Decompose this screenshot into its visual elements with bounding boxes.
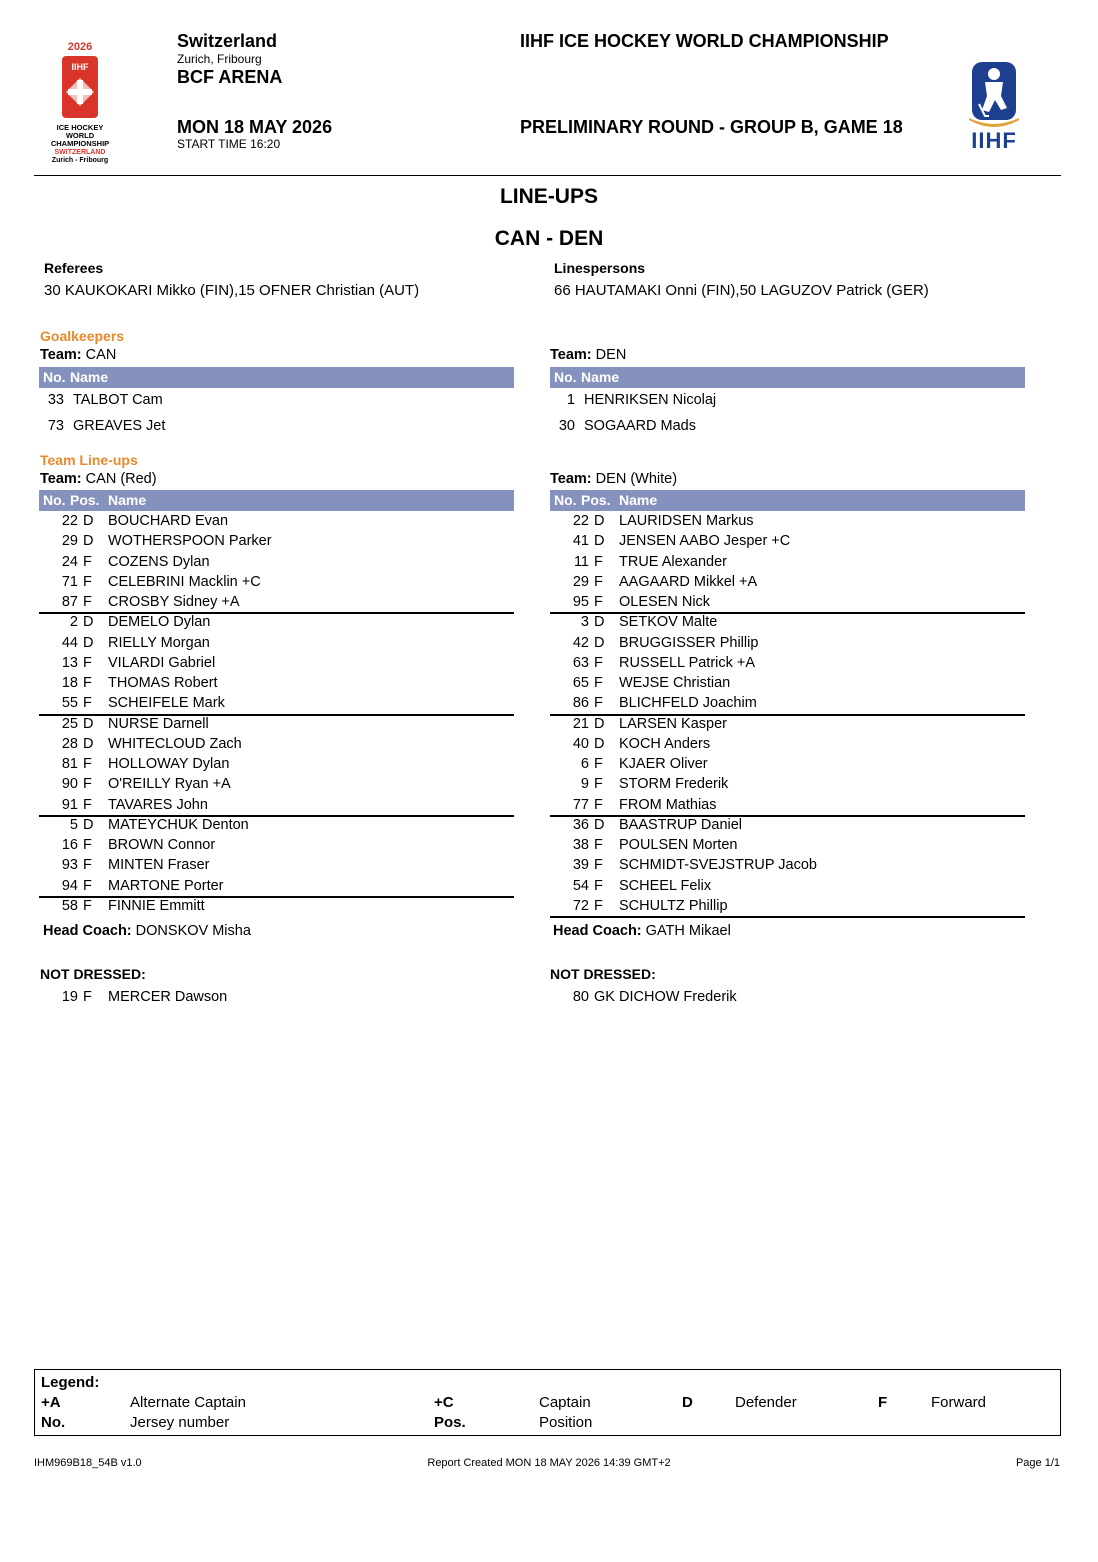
player-row (549, 754, 1019, 774)
player-row (549, 815, 1019, 835)
referees: 30 KAUKOKARI Mikko (FIN),15 OFNER Christian (AUT) (44, 282, 420, 299)
player-name: MARTONE Porter (108, 877, 224, 894)
jersey-number: 86 (572, 695, 589, 712)
goalkeeper-row (549, 416, 1019, 436)
lineup-table-header-right (550, 490, 1025, 511)
logo-line1: ICE HOCKEY (56, 123, 104, 132)
logo-year: 2026 (67, 41, 93, 53)
iihf-logo-text: IIHF (971, 128, 1017, 152)
col-pos: Pos. (581, 492, 611, 508)
legend-value: Captain (539, 1394, 591, 1411)
col-name: Name (70, 369, 109, 385)
player-name: RUSSELL Patrick +A (619, 654, 756, 671)
player-name: TAVARES John (108, 796, 208, 813)
player-name: CELEBRINI Macklin +C (108, 573, 261, 590)
gk-team-left (40, 347, 116, 363)
player-row (549, 673, 1019, 693)
game-date: MON 18 MAY 2026 (177, 117, 333, 137)
player-row (38, 552, 508, 572)
legend-value: Position (539, 1414, 593, 1431)
player-position: D (83, 513, 94, 529)
not-dressed-row (38, 987, 508, 1007)
legend-key: D (682, 1394, 693, 1411)
player-row (38, 592, 508, 612)
head-coach-label: Head Coach: (43, 923, 132, 939)
player-name: KOCH Anders (619, 735, 711, 752)
player-row (38, 673, 508, 693)
player-row (38, 754, 508, 774)
player-row (549, 876, 1019, 896)
player-name: JENSEN AABO Jesper +C (619, 533, 791, 550)
city: Zurich, Fribourg (177, 52, 262, 66)
player-row (38, 774, 508, 794)
player-position: F (594, 756, 603, 772)
player-position: D (83, 816, 94, 833)
col-no: No. (43, 492, 66, 508)
player-position: F (594, 594, 603, 610)
jersey-number: 18 (61, 675, 78, 691)
player-name: SCHULTZ Phillip (619, 897, 728, 914)
jersey-number: 41 (572, 533, 589, 550)
player-position: F (83, 695, 92, 712)
player-name: RIELLY Morgan (108, 634, 210, 651)
jersey-number: 25 (61, 715, 78, 732)
team-label: Team: (550, 347, 592, 363)
col-no: No. (43, 369, 66, 385)
player-name: CROSBY Sidney +A (108, 594, 240, 610)
player-name: NURSE Darnell (108, 715, 209, 732)
player-name: MERCER Dawson (108, 989, 228, 1005)
jersey-number: 5 (69, 816, 78, 833)
player-position: F (594, 877, 603, 894)
linespersons: 66 HAUTAMAKI Onni (FIN),50 LAGUZOV Patrick (GER) (554, 282, 929, 299)
jersey-number: 3 (580, 614, 589, 631)
team-name: DEN (595, 347, 627, 363)
not-dressed-label: NOT DRESSED: (40, 966, 146, 982)
jersey-number: 2 (69, 614, 78, 631)
player-row (549, 693, 1019, 713)
player-position: F (594, 776, 603, 793)
logo-line2: WORLD (65, 131, 95, 140)
arena: BCF ARENA (177, 67, 283, 87)
player-position: D (594, 614, 605, 631)
player-row (38, 612, 508, 632)
player-row (549, 592, 1019, 612)
jersey-number: 40 (572, 735, 589, 752)
head-coach-label: Head Coach: (553, 923, 642, 939)
player-name: LAURIDSEN Markus (619, 513, 754, 529)
page-number: Page 1/1 (1015, 1457, 1060, 1469)
player-name: THOMAS Robert (108, 675, 218, 691)
jersey-number: 30 (558, 418, 575, 434)
lineup-team-left (40, 471, 157, 487)
jersey-number: 58 (61, 897, 78, 914)
col-pos: Pos. (70, 492, 100, 508)
player-row (549, 531, 1019, 551)
jersey-number: 39 (572, 857, 589, 874)
legend-key: Pos. (434, 1414, 466, 1431)
player-position: D (83, 715, 94, 732)
player-position: F (83, 573, 92, 590)
match-title: CAN - DEN (494, 227, 604, 250)
player-name: O'REILLY Ryan +A (108, 776, 231, 793)
player-name: WEJSE Christian (619, 675, 731, 691)
legend-key: F (878, 1394, 888, 1411)
player-position: F (594, 796, 603, 813)
player-row (549, 795, 1019, 815)
player-name: SCHEEL Felix (619, 877, 712, 894)
player-position: F (83, 654, 92, 671)
team-name: DEN (White) (595, 471, 678, 487)
player-position: D (594, 735, 605, 752)
linespersons-label: Linespersons (554, 260, 646, 276)
jersey-number: 21 (572, 715, 589, 732)
player-position: D (594, 533, 605, 550)
player-row (38, 795, 508, 815)
team-name: CAN (85, 347, 117, 363)
player-position: F (594, 553, 603, 570)
jersey-number: 24 (61, 553, 78, 570)
col-name: Name (619, 492, 658, 508)
player-position: D (83, 735, 94, 752)
logo-line3: CHAMPIONSHIP (50, 139, 110, 148)
player-position: D (83, 533, 94, 550)
player-row (38, 876, 508, 896)
player-row (549, 835, 1019, 855)
legend-value: Forward (931, 1394, 987, 1411)
player-row (549, 855, 1019, 875)
player-position: F (83, 877, 92, 894)
player-row (38, 855, 508, 875)
legend-value: Defender (735, 1394, 797, 1411)
iihf-logo (955, 60, 1033, 152)
jersey-number: 38 (572, 837, 589, 853)
jersey-number: 81 (61, 756, 78, 772)
player-position: F (594, 695, 603, 712)
referees-label: Referees (44, 260, 104, 276)
not-dressed-row (549, 987, 1019, 1007)
player-position: D (594, 513, 605, 529)
player-name: SCHMIDT-SVEJSTRUP Jacob (619, 857, 817, 874)
jersey-number: 71 (61, 573, 78, 590)
legend-value: Alternate Captain (130, 1394, 246, 1411)
player-name: SOGAARD Mads (584, 418, 696, 434)
player-name: POULSEN Morten (619, 837, 738, 853)
player-row (38, 653, 508, 673)
player-name: TRUE Alexander (619, 553, 727, 570)
col-name: Name (581, 369, 620, 385)
not-dressed-label: NOT DRESSED: (550, 966, 656, 982)
jersey-number: 93 (61, 857, 78, 874)
player-row (38, 633, 508, 653)
start-time: START TIME 16:20 (177, 137, 281, 151)
player-name: BAASTRUP Daniel (619, 816, 743, 833)
jersey-number: 63 (572, 654, 589, 671)
logo-short: IIHF (71, 62, 89, 72)
event-title: IIHF ICE HOCKEY WORLD CHAMPIONSHIP (520, 31, 889, 51)
lineups-heading: Team Line-ups (40, 452, 138, 468)
player-name: STORM Frederik (619, 776, 729, 793)
report-id: IHM969B18_54B v1.0 (34, 1457, 142, 1469)
col-no: No. (554, 369, 577, 385)
jersey-number: 54 (572, 877, 589, 894)
player-name: LARSEN Kasper (619, 715, 727, 732)
player-row (38, 815, 508, 835)
player-position: D (594, 715, 605, 732)
jersey-number: 29 (61, 533, 78, 550)
player-name: BOUCHARD Evan (108, 513, 229, 529)
player-row (549, 774, 1019, 794)
player-name: SCHEIFELE Mark (108, 695, 225, 712)
head-coach-left (43, 923, 251, 939)
country: Switzerland (177, 31, 278, 51)
player-row (38, 693, 508, 713)
jersey-number: 22 (572, 513, 589, 529)
player-name: BLICHFELD Joachim (619, 695, 757, 712)
legend-title: Legend: (41, 1374, 100, 1391)
jersey-number: 80 (572, 989, 589, 1005)
player-name: HOLLOWAY Dylan (108, 756, 230, 772)
player-name: COZENS Dylan (108, 553, 210, 570)
team-label: Team: (40, 471, 82, 487)
player-name: MINTEN Fraser (108, 857, 210, 874)
goalkeepers-heading: Goalkeepers (40, 328, 125, 344)
team-name: CAN (Red) (85, 471, 157, 487)
logo-line5: Zurich - Fribourg (51, 157, 109, 164)
player-position: D (83, 614, 94, 631)
jersey-number: 13 (61, 654, 78, 671)
jersey-number: 33 (47, 392, 64, 408)
jersey-number: 42 (572, 634, 589, 651)
player-position: F (83, 796, 92, 813)
jersey-number: 44 (61, 634, 78, 651)
round-title: PRELIMINARY ROUND - GROUP B, GAME 18 (520, 117, 903, 137)
player-name: KJAER Oliver (619, 756, 708, 772)
player-row (549, 714, 1019, 734)
player-position: F (83, 989, 92, 1005)
player-name: DEMELO Dylan (108, 614, 211, 631)
player-position: F (83, 857, 92, 874)
page-title: LINE-UPS (499, 185, 598, 208)
logo-line4: SWITZERLAND (54, 149, 106, 156)
player-position: F (83, 675, 92, 691)
player-position: GK (594, 989, 615, 1005)
goalkeeper-row (38, 390, 508, 410)
player-position: F (83, 776, 92, 793)
player-position: D (594, 816, 605, 833)
player-name: MATEYCHUK Denton (108, 816, 249, 833)
legend (34, 1369, 1061, 1436)
jersey-number: 95 (572, 594, 589, 610)
jersey-number: 11 (573, 553, 589, 570)
jersey-number: 94 (61, 877, 78, 894)
player-row (549, 653, 1019, 673)
player-position: F (83, 553, 92, 570)
jersey-number: 1 (566, 392, 575, 408)
player-name: SETKOV Malte (619, 614, 718, 631)
player-row (38, 896, 508, 916)
player-row (549, 734, 1019, 754)
gk-team-right (550, 347, 626, 363)
gk-table-header-right (550, 367, 1025, 388)
jersey-number: 91 (61, 796, 78, 813)
player-position: F (594, 857, 603, 874)
jersey-number: 72 (572, 897, 589, 914)
player-name: FROM Mathias (619, 796, 717, 813)
jersey-number: 65 (572, 675, 589, 691)
jersey-number: 16 (61, 837, 78, 853)
jersey-number: 9 (580, 776, 589, 793)
player-name: BRUGGISSER Phillip (619, 634, 759, 651)
legend-key: +C (434, 1394, 454, 1411)
player-name: WHITECLOUD Zach (108, 735, 242, 752)
head-coach-name: GATH Mikael (645, 923, 731, 939)
jersey-number: 6 (580, 756, 589, 772)
player-row (38, 511, 508, 531)
jersey-number: 55 (61, 695, 78, 712)
player-position: D (594, 634, 605, 651)
player-position: F (594, 897, 603, 914)
player-row (549, 572, 1019, 592)
jersey-number: 90 (61, 776, 78, 793)
legend-key: No. (41, 1414, 66, 1431)
jersey-number: 19 (61, 989, 78, 1005)
player-name: HENRIKSEN Nicolaj (584, 392, 717, 408)
header-divider (34, 175, 1061, 176)
player-position: D (83, 634, 94, 651)
jersey-number: 36 (572, 816, 589, 833)
jersey-number: 28 (61, 735, 78, 752)
legend-key: +A (41, 1394, 61, 1411)
player-row (549, 552, 1019, 572)
player-row (38, 714, 508, 734)
player-name: OLESEN Nick (619, 594, 711, 610)
line-divider (550, 916, 1025, 918)
jersey-number: 87 (61, 594, 78, 610)
player-name: GREAVES Jet (73, 418, 166, 434)
jersey-number: 29 (572, 573, 589, 590)
jersey-number: 73 (47, 418, 64, 434)
col-no: No. (554, 492, 577, 508)
player-position: F (594, 837, 603, 853)
team-label: Team: (40, 347, 82, 363)
gk-table-header-left (39, 367, 514, 388)
head-coach-right (553, 923, 731, 939)
player-row (549, 612, 1019, 632)
player-row (38, 572, 508, 592)
player-name: AAGAARD Mikkel +A (619, 573, 758, 590)
report-created: Report Created MON 18 MAY 2026 14:39 GMT+2 (427, 1457, 671, 1469)
player-name: DICHOW Frederik (619, 989, 737, 1005)
jersey-number: 22 (61, 513, 78, 529)
lineup-team-right (550, 471, 677, 487)
col-name: Name (108, 492, 147, 508)
player-position: F (594, 675, 603, 691)
player-position: F (83, 897, 92, 914)
player-name: TALBOT Cam (73, 392, 163, 408)
lineup-table-header-left (39, 490, 514, 511)
player-name: VILARDI Gabriel (108, 654, 216, 671)
player-row (549, 633, 1019, 653)
player-name: BROWN Connor (108, 837, 216, 853)
team-label: Team: (550, 471, 592, 487)
player-name: WOTHERSPOON Parker (108, 533, 272, 550)
championship-logo (40, 38, 144, 166)
goalkeeper-row (549, 390, 1019, 410)
player-position: F (83, 837, 92, 853)
player-row (38, 531, 508, 551)
player-position: F (83, 594, 92, 610)
player-position: F (594, 654, 603, 671)
legend-value: Jersey number (130, 1414, 230, 1431)
head-coach-name: DONSKOV Misha (135, 923, 251, 939)
player-position: F (594, 573, 603, 590)
player-row (38, 734, 508, 754)
player-row (549, 511, 1019, 531)
player-position: F (83, 756, 92, 772)
player-row (549, 896, 1019, 916)
player-row (38, 835, 508, 855)
player-name: FINNIE Emmitt (108, 897, 205, 914)
jersey-number: 77 (572, 796, 589, 813)
goalkeeper-row (38, 416, 508, 436)
